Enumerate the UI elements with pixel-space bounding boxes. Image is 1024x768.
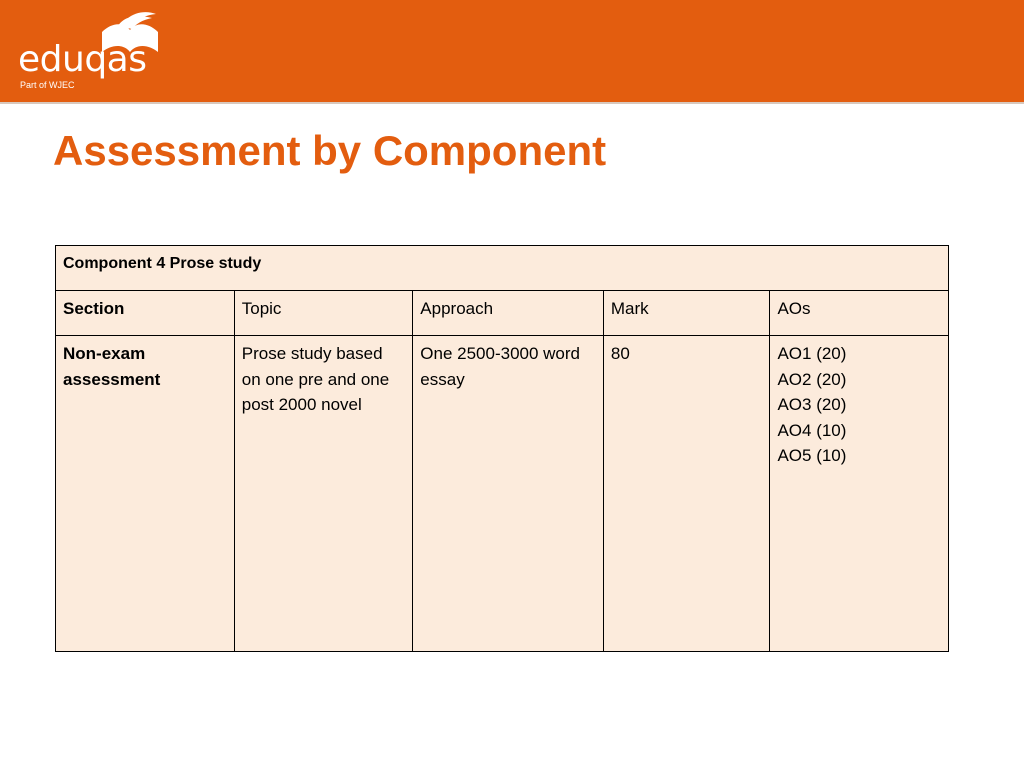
approach-line: essay	[420, 369, 465, 389]
ao-item: AO3 (20)	[777, 395, 847, 414]
logo-subtitle: Part of WJEC	[20, 80, 75, 90]
column-header-topic: Topic	[234, 291, 413, 336]
section-line: Non-exam	[63, 344, 146, 363]
column-header-mark: Mark	[603, 291, 770, 336]
logo-wordmark: eduqas	[18, 39, 147, 80]
column-header-section: Section	[56, 291, 235, 336]
table-caption: Component 4 Prose study	[56, 246, 949, 291]
cell-aos	[770, 336, 949, 652]
topic-line: post 2000 novel	[241, 395, 362, 414]
ao-item: AO5 (10)	[777, 446, 847, 465]
cell-mark: 80	[603, 336, 770, 652]
cell-topic	[234, 336, 413, 652]
column-header-approach: Approach	[413, 291, 604, 336]
eduqas-logo	[18, 12, 168, 92]
topic-line: Prose study based	[241, 344, 383, 363]
ao-item: AO2 (20)	[777, 369, 847, 389]
ao-item: AO1 (20)	[777, 344, 847, 363]
header-bar	[0, 0, 1024, 104]
topic-line: on one pre and one	[241, 369, 390, 389]
ao-item: AO4 (10)	[777, 420, 847, 440]
column-header-aos: AOs	[770, 291, 949, 336]
section-line: assessment	[63, 369, 161, 389]
table-row	[56, 336, 949, 652]
page-title: Assessment by Component	[53, 127, 607, 174]
approach-line: One 2500-3000 word	[420, 344, 581, 363]
table-caption-row	[56, 246, 949, 291]
table-header-row	[56, 291, 949, 336]
assessment-table	[55, 245, 949, 652]
cell-approach	[413, 336, 604, 652]
cell-section	[56, 336, 235, 652]
